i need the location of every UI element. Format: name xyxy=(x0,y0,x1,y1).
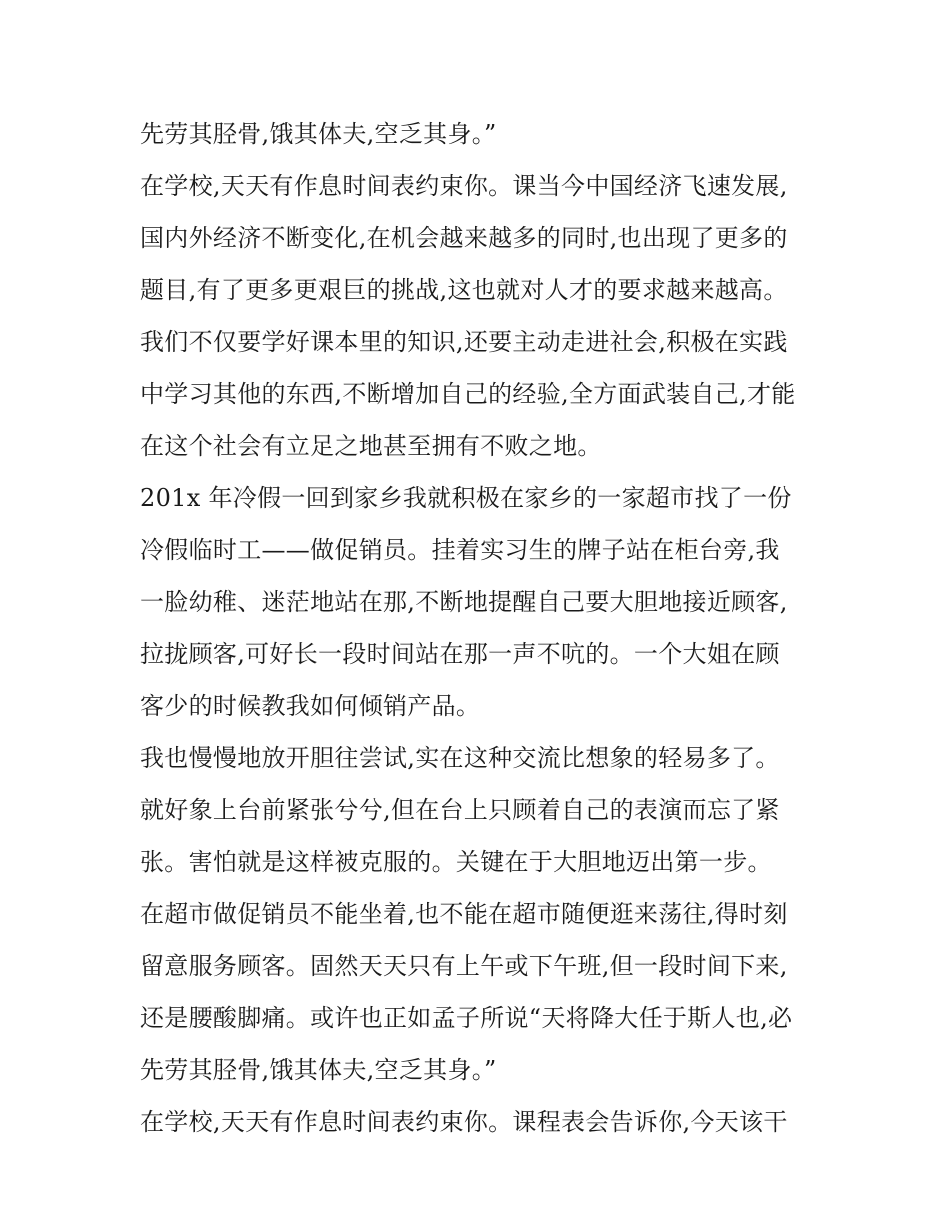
text-line: 张。害怕就是这样被克服的。关键在于大胆地迈出第一步。 xyxy=(140,848,772,876)
text-line: 就好象上台前紧张兮兮,但在台上只顾着自己的表演而忘了紧 xyxy=(140,796,780,824)
text-line: 中学习其他的东西,不断增加自己的经验,全方面武装自己,才能 xyxy=(140,380,796,408)
text-line: 先劳其胫骨,饿其体夫,空乏其身。” xyxy=(140,1056,497,1084)
text-line: 在这个社会有立足之地甚至拥有不败之地。 xyxy=(140,432,602,460)
text-line: 我也慢慢地放开胆往尝试,实在这种交流比想象的轻易多了。 xyxy=(140,744,780,772)
text-line: 题目,有了更多更艰巨的挑战,这也就对人才的要求越来越高。 xyxy=(140,276,788,304)
text-line: 201x 年冷假一回到家乡我就积极在家乡的一家超市找了一份 xyxy=(140,484,792,512)
document-text xyxy=(140,108,820,1148)
text-line: 我们不仅要学好课本里的知识,还要主动走进社会,积极在实践 xyxy=(140,328,788,356)
text-line: 在学校,天天有作息时间表约束你。课当今中国经济飞速发展, xyxy=(140,172,788,200)
text-line: 国内外经济不断变化,在机会越来越多的同时,也出现了更多的 xyxy=(140,224,788,252)
text-line: 留意服务顾客。固然天天只有上午或下午班,但一段时间下来, xyxy=(140,952,788,980)
text-line: 一脸幼稚、迷茫地站在那,不断地提醒自己要大胆地接近顾客, xyxy=(140,588,788,616)
text-line: 冷假临时工——做促销员。挂着实习生的牌子站在柜台旁,我 xyxy=(140,536,780,564)
text-line: 在学校,天天有作息时间表约束你。课程表会告诉你,今天该干 xyxy=(140,1108,788,1136)
text-line: 先劳其胫骨,饿其体夫,空乏其身。” xyxy=(140,120,497,148)
text-line: 拉拢顾客,可好长一段时间站在那一声不吭的。一个大姐在顾 xyxy=(140,640,780,668)
text-line: 客少的时候教我如何倾销产品。 xyxy=(140,692,481,720)
text-line: 还是腰酸脚痛。或许也正如孟子所说“天将降大任于斯人也,必 xyxy=(140,1004,793,1032)
text-line: 在超市做促销员不能坐着,也不能在超市随便逛来荡往,得时刻 xyxy=(140,900,788,928)
